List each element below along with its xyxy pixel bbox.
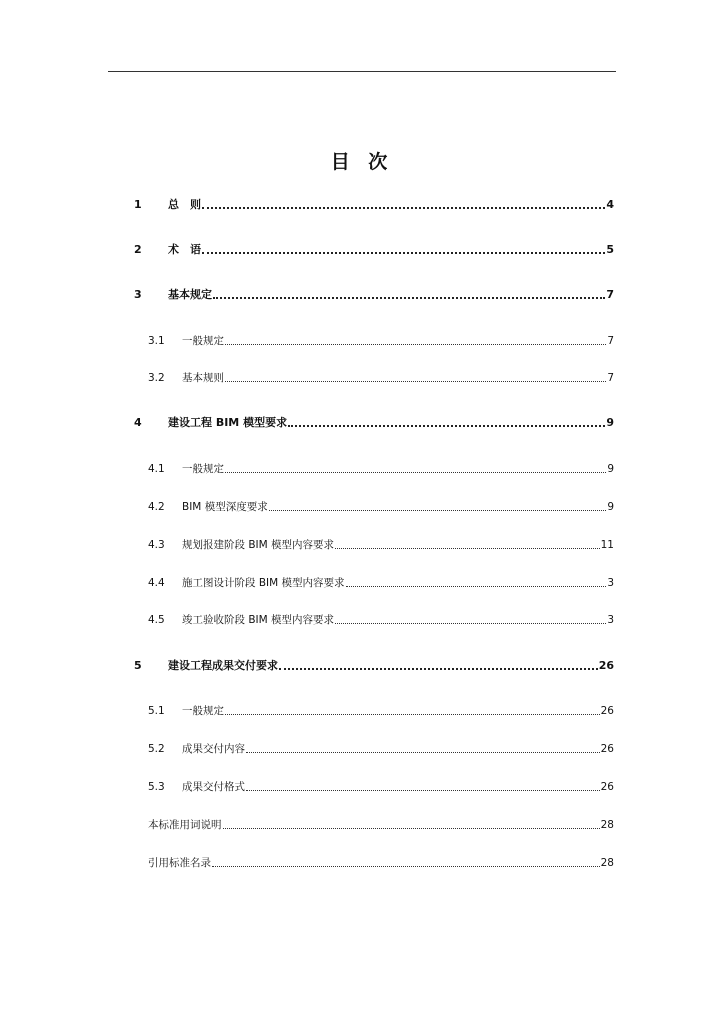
toc-entry-page: 11 xyxy=(600,539,614,551)
toc-entry-page: 28 xyxy=(600,857,614,869)
toc-dot-leader xyxy=(225,711,600,715)
toc-entry-page: 26 xyxy=(600,743,614,755)
toc-dot-leader xyxy=(246,749,600,753)
toc-entry-page: 9 xyxy=(606,416,614,429)
toc-entry-number: 4.5 xyxy=(148,614,165,626)
toc-entry-number: 5.1 xyxy=(148,705,165,717)
toc-dot-leader xyxy=(335,620,606,624)
toc-entry-number: 4.4 xyxy=(148,577,165,589)
toc-entry-label: 基本规定 xyxy=(168,288,212,301)
toc-entry-label: 施工图设计阶段 BIM 模型内容要求 xyxy=(182,577,345,589)
toc-entry-page: 9 xyxy=(607,463,614,475)
toc-dot-leader xyxy=(335,545,600,549)
toc-dot-leader xyxy=(288,422,605,427)
toc-entry-label: 一般规定 xyxy=(182,705,224,717)
toc-entry-page: 7 xyxy=(607,335,614,347)
toc-dot-leader xyxy=(212,863,600,867)
toc-entry-number: 4.1 xyxy=(148,463,165,475)
toc-title: 目 次 xyxy=(330,151,394,173)
toc-dot-leader xyxy=(225,341,606,345)
toc-entry-number: 2 xyxy=(134,243,142,256)
toc-entry-page: 26 xyxy=(600,705,614,717)
toc-entry-section-5-3[interactable] xyxy=(148,779,614,795)
toc-entry-section-4-3[interactable] xyxy=(148,537,614,553)
toc-entry-number: 3.2 xyxy=(148,372,165,384)
toc-entry-number: 5 xyxy=(134,659,142,672)
toc-entry-chapter-2[interactable] xyxy=(134,242,614,258)
toc-entry-label: 建设工程 BIM 模型要求 xyxy=(168,416,288,429)
toc-entry-page: 3 xyxy=(607,614,614,626)
toc-entry-label: 竣工验收阶段 BIM 模型内容要求 xyxy=(182,614,335,626)
toc-entry-page: 4 xyxy=(606,198,614,211)
toc-entry-wording-explanation[interactable] xyxy=(148,817,614,833)
toc-entry-chapter-5[interactable] xyxy=(134,658,614,674)
toc-entry-label: 本标准用词说明 xyxy=(148,819,222,831)
toc-entry-section-4-4[interactable] xyxy=(148,575,614,591)
toc-entry-number: 3.1 xyxy=(148,335,165,347)
toc-entry-section-3-1[interactable] xyxy=(148,333,614,349)
toc-entry-number: 4 xyxy=(134,416,142,429)
toc-entry-section-4-1[interactable] xyxy=(148,461,614,477)
toc-entry-number: 5.2 xyxy=(148,743,165,755)
toc-dot-leader xyxy=(202,249,605,254)
toc-entry-label: 规划报建阶段 BIM 模型内容要求 xyxy=(182,539,335,551)
toc-entry-page: 26 xyxy=(600,781,614,793)
toc-entry-number: 1 xyxy=(134,198,142,211)
toc-entry-label: 成果交付格式 xyxy=(182,781,245,793)
toc-entry-label: 总 则 xyxy=(168,198,201,211)
toc-entry-page: 28 xyxy=(600,819,614,831)
toc-entry-number: 5.3 xyxy=(148,781,165,793)
toc-entry-section-5-2[interactable] xyxy=(148,741,614,757)
toc-dot-leader xyxy=(202,204,605,209)
toc-dot-leader xyxy=(279,665,598,670)
toc-entry-chapter-1[interactable] xyxy=(134,197,614,213)
toc-entry-referenced-standards[interactable] xyxy=(148,855,614,871)
toc-entry-chapter-4[interactable] xyxy=(134,415,614,431)
toc-dot-leader xyxy=(223,825,600,829)
toc-entry-page: 5 xyxy=(606,243,614,256)
toc-entry-number: 4.3 xyxy=(148,539,165,551)
toc-entry-section-3-2[interactable] xyxy=(148,370,614,386)
toc-entry-label: 建设工程成果交付要求 xyxy=(168,659,278,672)
toc-dot-leader xyxy=(346,583,607,587)
toc-dot-leader xyxy=(246,787,600,791)
toc-entry-label: 术 语 xyxy=(168,243,201,256)
toc-entry-label: 引用标准名录 xyxy=(148,857,211,869)
toc-dot-leader xyxy=(213,294,605,299)
toc-entry-page: 26 xyxy=(598,659,614,672)
toc-entry-page: 9 xyxy=(607,501,614,513)
toc-dot-leader xyxy=(225,378,606,382)
toc-entry-label: 基本规则 xyxy=(182,372,224,384)
toc-dot-leader xyxy=(225,469,606,473)
toc-entry-section-4-5[interactable] xyxy=(148,612,614,628)
toc-entry-label: 成果交付内容 xyxy=(182,743,245,755)
toc-entry-number: 3 xyxy=(134,288,142,301)
toc-entry-label: 一般规定 xyxy=(182,335,224,347)
toc-entry-page: 3 xyxy=(607,577,614,589)
toc-entry-label: 一般规定 xyxy=(182,463,224,475)
toc-entry-section-5-1[interactable] xyxy=(148,703,614,719)
toc-entry-page: 7 xyxy=(606,288,614,301)
toc-dot-leader xyxy=(269,507,607,511)
toc-entry-page: 7 xyxy=(607,372,614,384)
toc-entry-chapter-3[interactable] xyxy=(134,287,614,303)
toc-entry-section-4-2[interactable] xyxy=(148,499,614,515)
toc-entry-label: BIM 模型深度要求 xyxy=(182,501,268,513)
toc-entry-number: 4.2 xyxy=(148,501,165,513)
